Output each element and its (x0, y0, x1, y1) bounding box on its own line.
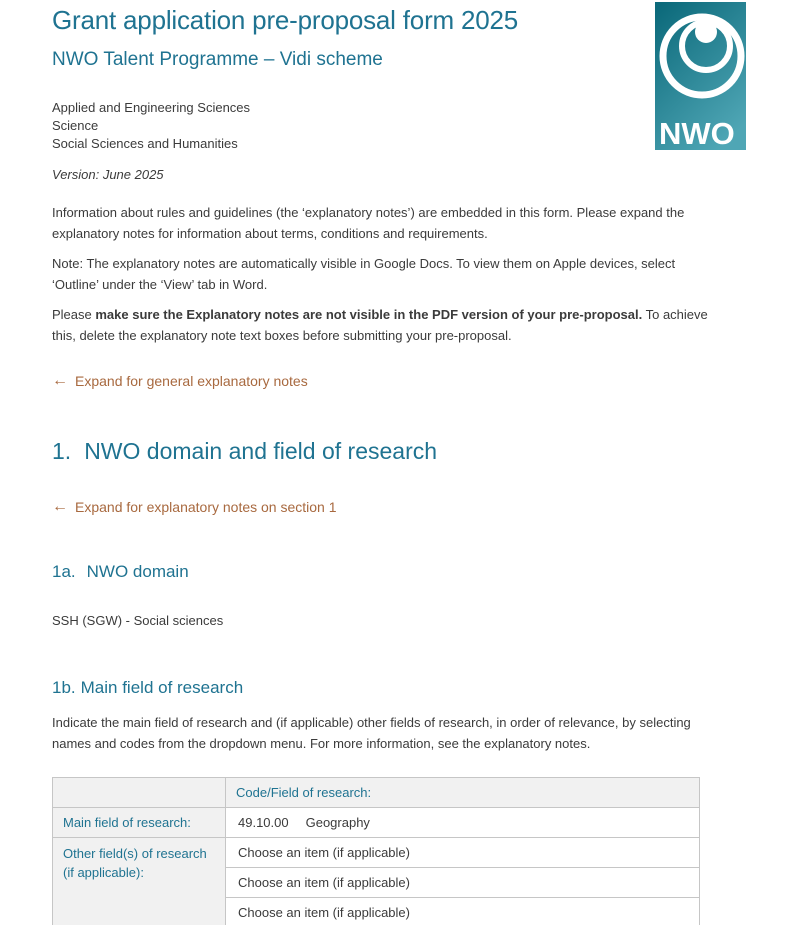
main-field-label: Main field of research: (53, 808, 226, 838)
subsection-number: 1a. (52, 562, 76, 581)
intro-paragraph-2: Note: The explanatory notes are automatically visible in Google Docs. To view them on Apple devices, select ‘Outline’ under the ‘View’ tab in Word. (52, 256, 676, 292)
page-subtitle: NWO Talent Programme – Vidi scheme (52, 49, 383, 70)
field-of-research-table (52, 777, 700, 925)
other-field-row (53, 838, 700, 868)
p3-bold-text: make sure the Explanatory notes are not visible in the PDF version of your pre-proposal. (95, 307, 643, 322)
main-field-dropdown[interactable] (226, 808, 700, 838)
empty-header-cell (53, 778, 226, 808)
p3-suffix: To achieve this, delete the explanatory note text boxes before submitting your pre-proposal. (52, 307, 708, 343)
left-arrow-icon: ← (52, 372, 68, 389)
section-title: NWO domain and field of research (84, 438, 438, 464)
expand-section-1-notes-label: Expand for explanatory notes on section 1 (75, 499, 337, 515)
field-of-research-instructions: Indicate the main field of research and (if applicable) other fields of research, in order of relevance, by selecting names and codes from the dropdown menu. For more information, see the explanatory notes. (52, 715, 691, 751)
other-fields-label: Other field(s) of research (if applicable): (53, 838, 226, 925)
nwo-domain-value[interactable]: SSH (SGW) - Social sciences (52, 613, 224, 628)
field-code: 49.10.00 (238, 815, 289, 830)
section-1-heading (52, 437, 708, 465)
expand-general-notes-toggle[interactable] (52, 372, 308, 390)
page-title: Grant application pre-proposal form 2025 (52, 5, 519, 35)
org-line: Science (52, 118, 99, 133)
org-line: Social Sciences and Humanities (52, 136, 238, 151)
organisation-list (52, 99, 708, 153)
subsection-title: NWO domain (86, 562, 189, 581)
main-field-row (53, 808, 700, 838)
field-name: Geography (305, 815, 370, 830)
intro-paragraph-1: Information about rules and guidelines (the ‘explanatory notes’) are embedded in this form. Please expand the explanatory notes for information about terms, conditions and requirements. (52, 205, 685, 241)
expand-general-notes-label: Expand for general explanatory notes (75, 373, 308, 389)
logo-text: NWO (659, 116, 735, 150)
intro-paragraph-3 (52, 304, 708, 346)
other-field-dropdown-2[interactable]: Choose an item (if applicable) (226, 868, 700, 898)
subsection-1a-heading (52, 561, 708, 583)
left-arrow-icon: ← (52, 498, 68, 515)
subsection-number: 1b. (52, 678, 76, 697)
p3-prefix: Please (52, 307, 96, 322)
other-field-dropdown-3[interactable]: Choose an item (if applicable) (226, 898, 700, 925)
section-number: 1. (52, 438, 72, 464)
subsection-1b-heading (52, 677, 708, 699)
subsection-title: Main field of research (80, 678, 244, 697)
table-header-row (53, 778, 700, 808)
version-note: Version: June 2025 (52, 167, 164, 182)
code-field-header-cell: Code/Field of research: (226, 778, 700, 808)
expand-section-1-notes-toggle[interactable] (52, 498, 337, 516)
org-line: Applied and Engineering Sciences (52, 100, 251, 115)
other-field-dropdown-1[interactable]: Choose an item (if applicable) (226, 838, 700, 868)
